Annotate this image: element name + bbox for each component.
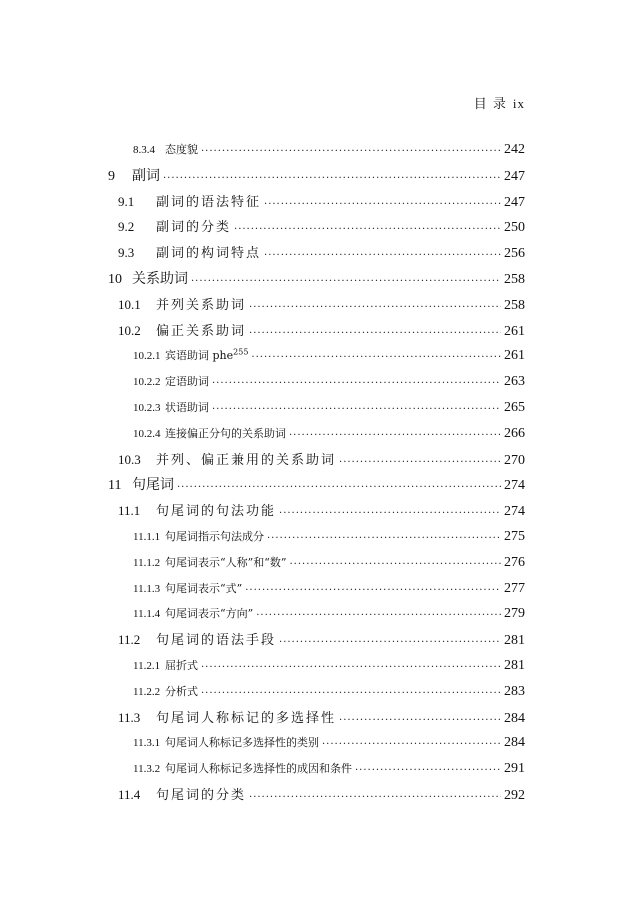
toc-entry[interactable]: [118, 321, 525, 341]
toc-entry-title: [156, 786, 246, 806]
toc-entry-page-number: 263: [504, 374, 525, 390]
dot-leader: [191, 269, 501, 289]
dot-leader: [201, 681, 501, 701]
running-header: [474, 93, 525, 112]
dot-leader: [249, 785, 501, 805]
toc-entry[interactable]: [118, 708, 525, 728]
toc-entry-title: [165, 527, 264, 547]
toc-entry-page-number: 279: [504, 606, 525, 622]
toc-entry-title-text: 句尾词人称标记多选择性的成因和条件: [165, 762, 352, 776]
toc-entry-number: 11.1.4: [133, 608, 161, 621]
toc-entry-title-text: 句尾词表示“人称”和“数”: [165, 555, 287, 569]
toc-entry-title-text: 副词的语法特征: [156, 194, 262, 210]
dot-leader: [201, 139, 501, 159]
toc-entry-title-text: 副词的分类: [156, 220, 232, 236]
toc-entry-title: [165, 553, 287, 573]
toc-entry[interactable]: [133, 553, 525, 573]
toc-entry[interactable]: [133, 759, 525, 779]
toc-entry-number: 11: [108, 478, 122, 494]
dot-leader: [279, 501, 501, 521]
header-label: 目 录: [473, 97, 507, 112]
dot-leader: [339, 450, 501, 470]
dot-leader: [256, 603, 501, 623]
toc-entry-page-number: 258: [504, 272, 525, 287]
toc-entry-title: [132, 269, 188, 289]
toc-entry-title: [165, 346, 248, 366]
toc-entry-page-number: 256: [504, 246, 525, 262]
toc-entry[interactable]: [118, 630, 525, 650]
toc-entry-title-text: 定语助词: [165, 375, 209, 389]
dot-leader: [355, 758, 501, 778]
toc-entry[interactable]: [118, 217, 525, 237]
toc-entry[interactable]: [133, 398, 525, 418]
toc-entry-page-number: 284: [504, 710, 525, 726]
toc-entry-page-number: 242: [504, 142, 525, 157]
toc-entry-title-text: 屈折式: [165, 659, 198, 672]
toc-entry[interactable]: [108, 269, 525, 289]
header-section-number: ix: [512, 96, 525, 111]
toc-entry-number: 11.1.3: [133, 582, 161, 595]
toc-entry-number: 10.3: [118, 451, 141, 467]
dot-leader: [245, 578, 501, 598]
toc-entry-title-text: 宾语助词 phe: [165, 349, 234, 363]
toc-entry-number: 11.1: [118, 503, 141, 519]
toc-entry[interactable]: [133, 682, 525, 702]
toc-entry-title: [156, 631, 276, 651]
toc-entry-title-text: 句尾词的语法手段: [156, 633, 277, 649]
toc-entry-title-text: 并列关系助词: [156, 297, 247, 313]
toc-entry-title: [156, 244, 261, 264]
toc-entry-title-text: 分析式: [165, 684, 198, 698]
toc-entry-title: [165, 682, 198, 702]
dot-leader: [249, 321, 501, 341]
toc-entry-page-number: 258: [504, 297, 525, 313]
dot-leader: [212, 397, 501, 417]
dot-leader: [163, 166, 501, 186]
dot-leader: [201, 655, 501, 675]
toc-entry-number: 10: [108, 272, 122, 287]
toc-entry-title: [132, 166, 160, 186]
toc-entry-page-number: 270: [504, 452, 525, 468]
toc-entry[interactable]: [133, 733, 525, 753]
toc-entry-title: [156, 451, 336, 471]
toc-entry[interactable]: [118, 295, 525, 315]
toc-entry-title-text: 句尾词表示“方向”: [165, 607, 254, 621]
toc-entry-title-text: 句尾词人称标记多选择性的类别: [165, 736, 319, 750]
toc-entry-number: 10.2.4: [133, 427, 161, 440]
toc-entry-page-number: 265: [504, 400, 525, 415]
dot-leader: [322, 732, 501, 752]
toc-entry-title-text: 句尾词表示“式”: [165, 581, 243, 595]
toc-entry-number: 9.3: [118, 245, 135, 261]
toc-entry-page-number: 250: [504, 220, 525, 236]
toc-entry-title-text: 态度貌: [165, 143, 198, 156]
toc-entry[interactable]: [133, 579, 525, 599]
toc-entry-number: 10.2.3: [133, 402, 161, 414]
toc-entry-title-text: 副词的构词特点: [156, 246, 262, 262]
toc-entry-title: [165, 140, 198, 160]
toc-entry-page-number: 247: [504, 194, 525, 210]
toc-entry-title: [156, 193, 261, 213]
toc-entry-page-number: 276: [504, 554, 525, 570]
toc-entry-number: 11.2.2: [133, 685, 161, 698]
toc-entry-number: 9.2: [118, 219, 135, 235]
toc-entry-number: 11.2.1: [133, 660, 161, 672]
toc-entry-number: 9.1: [118, 193, 135, 209]
toc-entry-title-text: 偏正关系助词: [156, 323, 247, 339]
toc-entry-page-number: 261: [504, 323, 525, 339]
toc-entry[interactable]: [133, 604, 525, 624]
toc-entry-page-number: 247: [504, 168, 525, 184]
toc-entry[interactable]: [133, 140, 525, 160]
toc-entry-number: 10.1: [118, 296, 141, 312]
toc-entry-page-number: 274: [504, 478, 525, 494]
toc-entry-number: 8.3.4: [133, 144, 155, 156]
toc-entry[interactable]: [133, 346, 525, 366]
toc-entry[interactable]: [118, 192, 525, 212]
toc-entry-title: [156, 709, 336, 729]
toc-entry-title-text: 连接偏正分句的关系助词: [165, 426, 286, 440]
toc-entry-number: 10.2.2: [133, 376, 161, 389]
toc-entry-number: 11.3.2: [133, 763, 161, 776]
toc-entry-number: 11.1.1: [133, 531, 161, 543]
toc-entry-page-number: 292: [504, 788, 525, 803]
toc-entry-title-text: 句尾词的句法功能: [156, 504, 277, 520]
dot-leader: [289, 423, 501, 443]
dot-leader: [264, 243, 501, 263]
toc-entry-page-number: 281: [504, 658, 525, 673]
toc-entry-title: [165, 759, 352, 779]
dot-leader: [264, 192, 501, 212]
toc-entry-number: 11.2: [118, 632, 141, 648]
toc-entry[interactable]: [108, 475, 525, 495]
toc-entry-title-text: 句尾词: [132, 477, 174, 494]
toc-entry-title: [156, 296, 246, 316]
dot-leader: [279, 630, 501, 650]
toc-entry-title-text: 句尾词指示句法成分: [165, 530, 264, 543]
toc-entry[interactable]: [108, 166, 525, 186]
toc-entry-title: [165, 372, 209, 392]
toc-entry-number: 11.3.1: [133, 737, 161, 750]
toc-entry[interactable]: [133, 372, 525, 392]
toc-entry-title: [165, 656, 198, 676]
toc-entry-title: [165, 604, 253, 624]
toc-entry-number: 10.2: [118, 322, 141, 338]
toc-entry-title-text: 并列、偏正兼用的关系助词: [156, 452, 337, 468]
toc-entry-title-text: 状语助词: [165, 401, 209, 414]
toc-entry-title: [156, 218, 231, 238]
toc-entry-title-text: 句尾词的分类: [156, 788, 247, 803]
toc-entry[interactable]: [118, 501, 525, 521]
toc-entry-page-number: 284: [504, 735, 525, 751]
toc-entry-title: [165, 733, 319, 753]
toc-entry-page-number: 281: [504, 633, 525, 649]
dot-leader: [251, 345, 501, 365]
toc-entry-page-number: 283: [504, 683, 525, 699]
toc-entry-superscript: 255: [233, 347, 249, 357]
toc-entry-number: 11.1.2: [133, 556, 161, 569]
dot-leader: [234, 217, 501, 237]
toc-entry-title: [165, 579, 242, 599]
toc-entry[interactable]: [133, 656, 525, 676]
toc-entry-page-number: 266: [504, 425, 525, 441]
toc-entry-page-number: 291: [504, 761, 525, 777]
toc-entry-title: [165, 424, 286, 444]
toc-entry-page-number: 277: [504, 580, 525, 596]
toc-entry[interactable]: [118, 785, 525, 805]
toc-entry-title: [132, 475, 174, 495]
toc-entry[interactable]: [133, 424, 525, 444]
dot-leader: [267, 526, 501, 546]
toc-entry-title-text: 关系助词: [132, 271, 188, 287]
toc-entry-number: 11.4: [118, 787, 141, 802]
toc-entry-page-number: 275: [504, 529, 525, 544]
dot-leader: [339, 708, 501, 728]
dot-leader: [249, 295, 501, 315]
toc-entry-title-text: 句尾词人称标记的多选择性: [156, 710, 337, 726]
toc-entry[interactable]: [133, 527, 525, 547]
toc-entry-number: 10.2.1: [133, 350, 161, 363]
toc-entry-page-number: 261: [504, 348, 525, 364]
toc-entry-number: 9: [108, 168, 115, 184]
toc-entry[interactable]: [118, 243, 525, 263]
toc-entry[interactable]: [118, 450, 525, 470]
dot-leader: [177, 475, 501, 495]
toc-entry-title-text: 副词: [132, 167, 160, 184]
dot-leader: [212, 371, 501, 391]
toc-entry-title: [156, 322, 246, 342]
toc-entry-title: [156, 502, 276, 522]
toc-entry-number: 11.3: [118, 709, 141, 725]
toc-entry-title: [165, 398, 209, 418]
toc-entry-page-number: 274: [504, 504, 525, 520]
dot-leader: [290, 552, 502, 572]
